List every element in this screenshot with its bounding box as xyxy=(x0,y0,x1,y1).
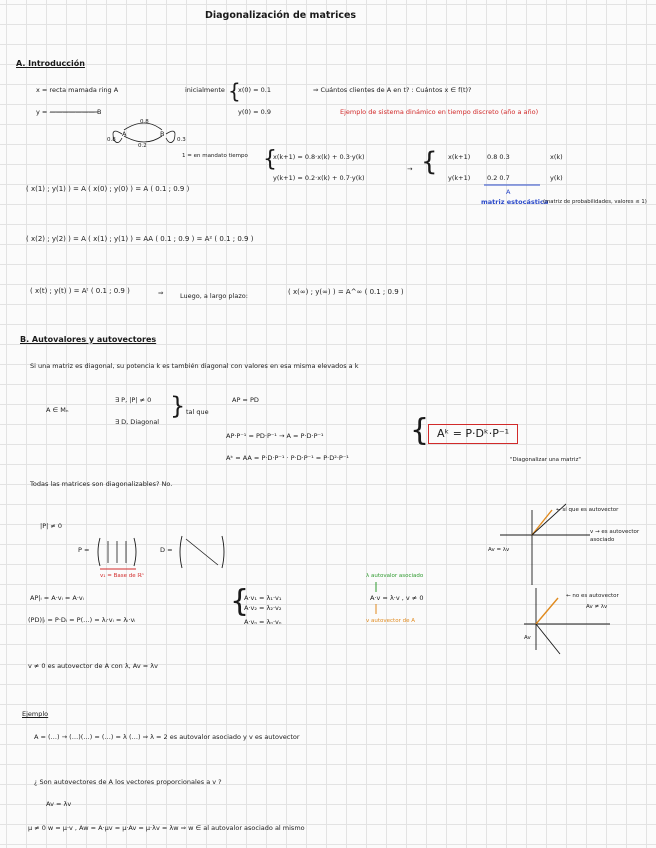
p-paren-left xyxy=(98,538,100,566)
graph2-av-line xyxy=(536,624,560,654)
mat-lhs-bot: y(k+1) xyxy=(448,174,471,182)
intro-line1: x = recta mamada ring A xyxy=(36,86,119,94)
sys-avn: A·vₙ = λₙ·vₙ xyxy=(244,618,282,626)
lambda-assoc: λ autovalor asociado xyxy=(366,573,424,579)
graph2-av: Av xyxy=(524,635,531,641)
intro-example: Ejemplo de sistema dinámico en tiempo discreto (año a año) xyxy=(340,108,539,116)
graph-node-a: A xyxy=(122,130,127,138)
brace-system: { xyxy=(263,147,277,172)
intro-inicialmente: inicialmente xyxy=(185,86,225,94)
graph-bottom-label: 0.2 xyxy=(138,143,147,149)
ak-formula-box: Aᵏ = P·Dᵏ·P⁻¹ xyxy=(428,424,518,444)
v-autovector: v autovector de A xyxy=(366,618,415,624)
mat-rhs-bot: y(k) xyxy=(550,174,563,182)
d-diagonal xyxy=(186,539,218,565)
graph-right-label: 0.3 xyxy=(177,137,186,143)
p-paren-right xyxy=(134,538,136,566)
d-paren-left xyxy=(180,536,182,568)
intro-arrow-label: y = ——————— B xyxy=(36,108,102,116)
graph2-note: ← no es autovector xyxy=(566,593,619,599)
cond-p: ∃ P, |P| ≠ 0 xyxy=(115,396,152,404)
graph-arc-bottom xyxy=(124,136,162,142)
sys-av2: A·v₂ = λ₂·v₂ xyxy=(244,604,282,612)
graph-unit-note: 1 = en mandato tiempo xyxy=(182,153,248,159)
eigen-intro: Si una matriz es diagonal, su potencia k es también diagonal con valores en esa misma elevados a k xyxy=(30,362,359,370)
graph-top-label: 0.8 xyxy=(140,119,149,125)
p-matrix-label: P = xyxy=(78,546,90,554)
mat-a-row2: 0.2 0.7 xyxy=(487,174,510,182)
eq-long-term-text: Luego, a largo plazo: xyxy=(180,292,248,300)
pd-column: (PD)|ᵢ = P·Dᵢ = P(…) = λᵢ·vᵢ = λᵢ·vᵢ xyxy=(28,616,136,624)
intro-x0: x(0) = 0.1 xyxy=(238,86,271,94)
example-line: A = (…) → (…)(…) = (…) = λ (…) ⇒ λ = 2 es autovalor asociado y v es autovector xyxy=(34,733,300,741)
example-last: μ ≠ 0 w = μ·v , Aw = A·μv = μ·Av = μ·λv = λw ⇒ w ∈ al autovalor asociado al mismo xyxy=(28,824,305,832)
example-heading: Ejemplo xyxy=(22,710,49,718)
tal-que: tal que xyxy=(186,408,209,416)
mat-rhs-top: x(k) xyxy=(550,153,563,161)
brace-cond: } xyxy=(170,392,186,420)
system-eq1: x(k+1) = 0.8·x(k) + 0.3·y(k) xyxy=(273,153,365,161)
all-diag-question: Todas las matrices son diagonalizables? No. xyxy=(30,480,173,488)
brace-system-av: { xyxy=(230,584,250,619)
graph1-av-line xyxy=(532,504,566,535)
section-b-heading: B. Autovalores y autovectores xyxy=(20,335,157,344)
example-question: ¿ Son autovectores de A los vectores proporcionales a v ? xyxy=(34,778,222,786)
system-eq2: y(k+1) = 0.2·x(k) + 0.7·y(k) xyxy=(273,174,365,182)
graph-node-b: B xyxy=(160,130,165,138)
graph1-v: v → es autovector asociado xyxy=(590,529,640,543)
graph1-v-arrow xyxy=(532,510,552,535)
graph2-v-arrow xyxy=(536,598,558,624)
intro-y0: y(0) = 0.9 xyxy=(238,108,271,116)
ak-chain: Aᵏ = AA = P·D·P⁻¹ · P·D·P⁻¹ = P·D²·P⁻¹ xyxy=(226,454,349,462)
graph-left-label: 0.8 xyxy=(107,137,116,143)
v-nonzero-def: v ≠ 0 es autovector de A con λ, Av = λv xyxy=(28,662,158,670)
eq-step2: ( x(2) ; y(2) ) = A ( x(1) ; y(1) ) = AA ( 0.1 ; 0.9 ) = A² ( 0.1 ; 0.9 ) xyxy=(26,235,254,243)
graph-loop-a xyxy=(113,131,122,142)
intro-question: ⇒ Cuántos clientes de A en t? : Cuántos x ∈ f(t)? xyxy=(313,86,472,94)
d-matrix-label: D = xyxy=(160,546,173,554)
det-p: |P| ≠ 0 xyxy=(40,522,63,530)
eq-limit: ( x(∞) ; y(∞) ) = A^∞ ( 0.1 ; 0.9 ) xyxy=(288,288,404,296)
graph2-av-neq: Av ≠ λv xyxy=(586,604,608,610)
graph1-note: ← sí que es autovector xyxy=(556,507,619,513)
cond-d: ∃ D, Diagonal xyxy=(115,418,160,426)
graph1-av: Av = λv xyxy=(488,547,510,553)
sys-av1: A·v₁ = λ₁·v₁ xyxy=(244,594,282,602)
page-title: Diagonalización de matrices xyxy=(205,10,357,21)
graph-loop-b xyxy=(166,131,175,142)
mat-a-row1: 0.8 0.3 xyxy=(487,153,510,161)
diag-quote: "Diagonalizar una matriz" xyxy=(510,457,581,463)
base-note: v₁ = Base de ℝⁿ xyxy=(100,573,144,579)
cond-left: A ∈ Mₙ xyxy=(46,406,69,414)
arrow-sign: → xyxy=(407,165,413,173)
brace-result: { xyxy=(410,413,430,448)
brace-matrix: { xyxy=(421,147,438,177)
d-paren-right xyxy=(222,536,224,568)
axv-def: A·v = λ·v , v ≠ 0 xyxy=(370,594,424,602)
graph-arc-top xyxy=(124,123,162,130)
stochastic-note: (matriz de probabilidades, valores ≤ 1) xyxy=(543,199,647,205)
brace-initial: { xyxy=(228,79,241,103)
ap-column: AP|ᵢ = A·vᵢ = A·vᵢ xyxy=(30,594,84,602)
eq-step1: ( x(1) ; y(1) ) = A ( x(0) ; y(0) ) = A ( 0.1 ; 0.9 ) xyxy=(26,185,190,193)
section-a-heading: A. Introducción xyxy=(16,59,85,68)
stochastic-label: matriz estocástica xyxy=(481,198,549,206)
eq-step-t: ( x(t) ; y(t) ) = Aᵗ ( 0.1 ; 0.9 ) xyxy=(30,287,130,295)
ap-pd: AP = PD xyxy=(232,396,259,404)
mat-lhs-top: x(k+1) xyxy=(448,153,471,161)
ap-chain: AP·P⁻¹ = PD·P⁻¹ → A = P·D·P⁻¹ xyxy=(226,432,324,440)
mat-label-a: A xyxy=(506,188,511,196)
example-av: Av = λv xyxy=(46,800,72,808)
eq-then: ⇒ xyxy=(158,289,164,297)
